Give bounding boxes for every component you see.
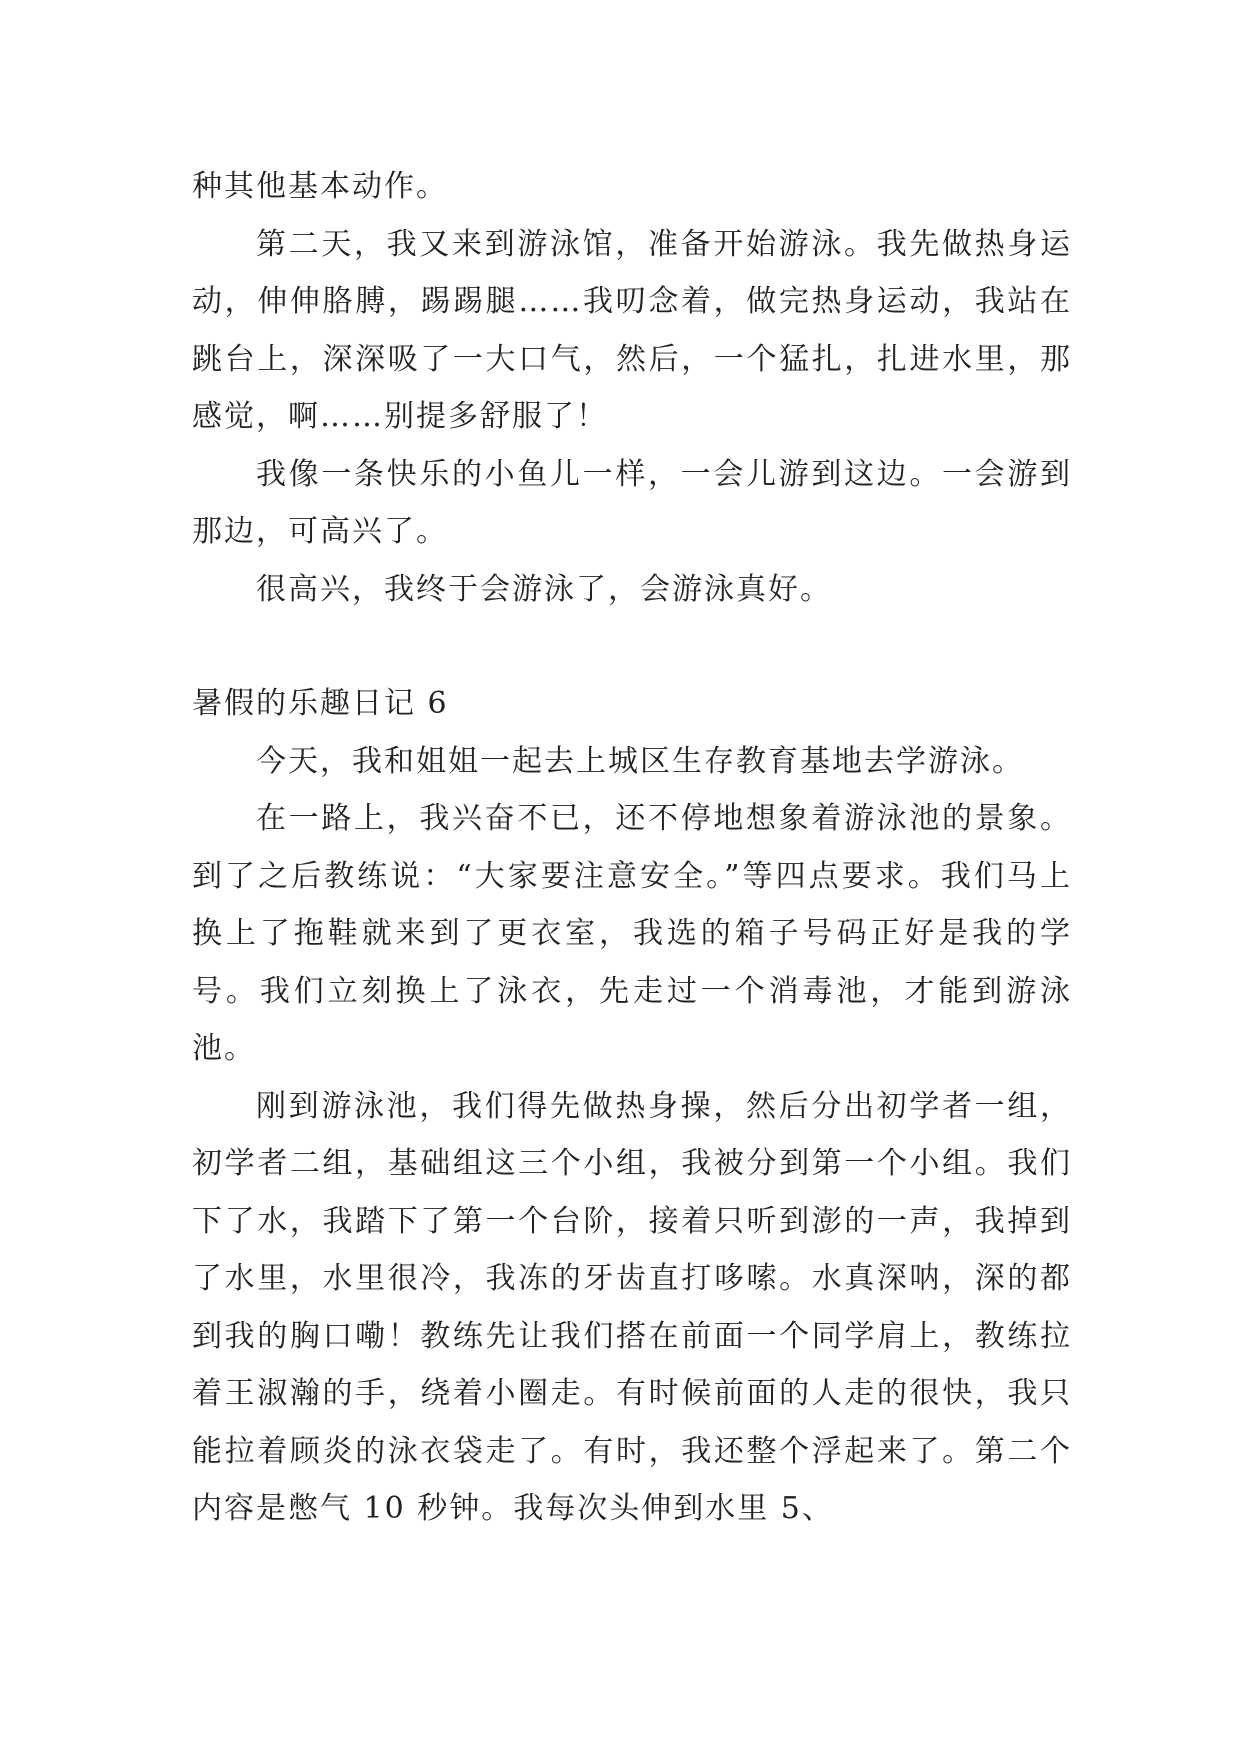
paragraph: 刚到游泳池，我们得先做热身操，然后分出初学者一组，初学者二组，基础组这三个小组，我被分到第一个小组。我们下了水，我踏下了第一个台阶，接着只听到澎的一声，我掉到了水里，水里很冷，我冻的牙齿直打哆嗦。水真深呐，深的都到我的胸口嘞！教练先让我们搭在前面一个同学肩上，教练拉着王淑瀚的手，绕着小圈走。有时候前面的人走的很快，我只能拉着顾炎的泳衣袋走了。有时，我还整个浮起来了。第二个内容是憋气 10 秒钟。我每次头伸到水里 5、 (192, 1088, 1072, 1526)
paragraph: 我像一条快乐的小鱼儿一样，一会儿游到这边。一会游到那边，可高兴了。 (192, 456, 1072, 549)
section-title: 暑假的乐趣日记 6 (192, 686, 449, 721)
paragraph: 在一路上，我兴奋不已，还不停地想象着游泳池的景象。到了之后教练说：“大家要注意安全。”等四点要求。我们马上换上了拖鞋就来到了更衣室，我选的箱子号码正好是我的学号。我们立刻换上了泳衣，先走过一个消毒池，才能到游泳池。 (192, 801, 1072, 1066)
paragraph-continuation: 种其他基本动作。 (192, 169, 448, 204)
section-gap (192, 618, 1072, 675)
document-body (192, 158, 1072, 1538)
paragraph: 第二天，我又来到游泳馆，准备开始游泳。我先做热身运动，伸伸胳膊，踢踢腿……我叨念着，做完热身运动，我站在跳台上，深深吸了一大口气，然后，一个猛扎，扎进水里，那感觉，啊……别提多舒服了！ (192, 226, 1072, 434)
paragraph: 今天，我和姐姐一起去上城区生存教育基地去学游泳。 (256, 743, 1024, 779)
paragraph: 很高兴，我终于会游泳了，会游泳真好。 (256, 571, 832, 607)
